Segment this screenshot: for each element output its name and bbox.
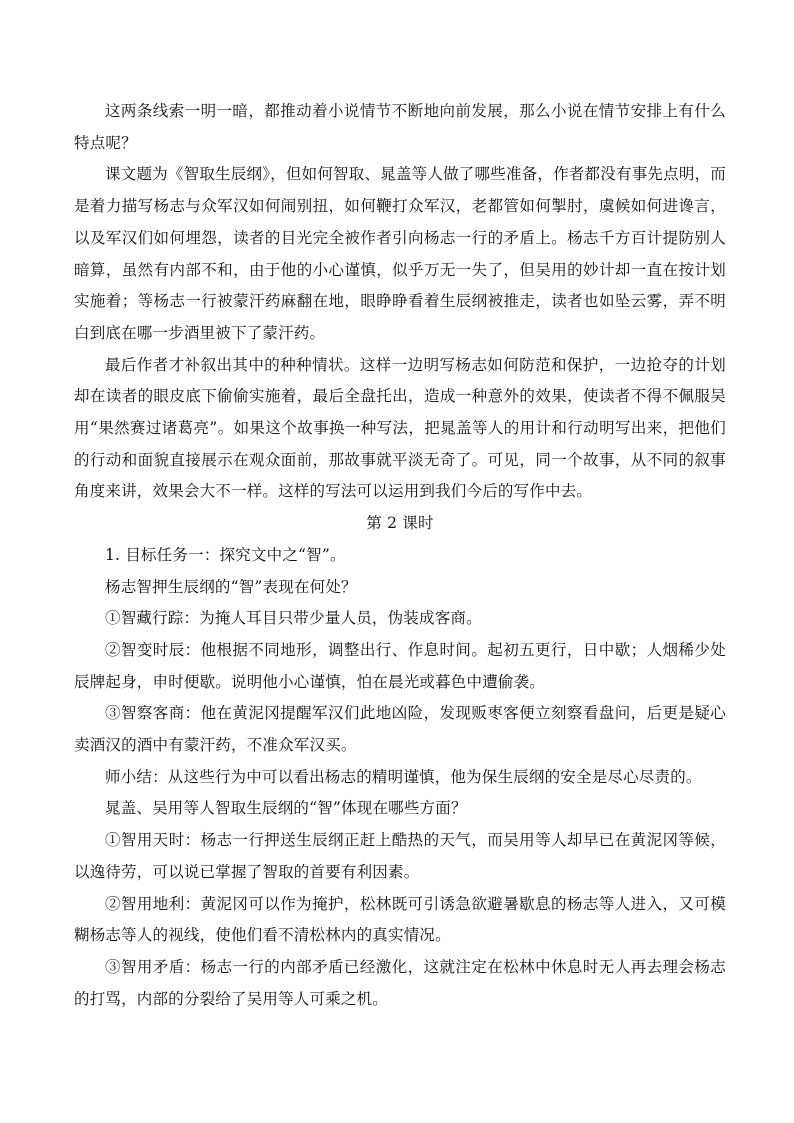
paragraph-narrative-effect: 最后作者才补叙出其中的种种情状。这样一边明写杨志如何防范和保护，一边抢夺的计划却在读者的眼皮底下偷偷实施着，最后全盘托出，造成一种意外的效果，使读者不得不佩服吴用“果然赛过诸葛亮”。如果这个故事换一种写法，把晁盖等人的用计和行动明写出来，把他们的行动和面貌直接展示在观众面前，那故事就平淡无奇了。可见，同一个故事，从不同的叙事角度来讲，效果会大不一样。这样的写法可以运用到我们今后的写作中去。 <box>74 355 726 501</box>
point-use-weather: ①智用天时：杨志一行押送生辰纲正赶上酷热的天气，而吴用等人却早已在黄泥冈等候，以逸待劳，可以说已掌握了智取的首要有利因素。 <box>74 831 726 881</box>
point-use-terrain: ②智用地利：黄泥冈可以作为掩护，松林既可引诱急欲避暑歇息的杨志等人进入，又可模糊杨志等人的视线，使他们看不清松林内的真实情况。 <box>74 894 726 945</box>
point-use-conflict: ③智用矛盾：杨志一行的内部矛盾已经激化，这就注定在松林中休息时无人再去理会杨志的打骂，内部的分裂给了吴用等人可乘之机。 <box>74 957 726 1008</box>
teacher-summary: 师小结：从这些行为中可以看出杨志的精明谨慎，他为保生辰纲的安全是尽心尽责的。 <box>105 767 702 786</box>
question-chaogai-wisdom: 晁盖、吴用等人智取生辰纲的“智”体现在哪些方面？ <box>105 799 467 818</box>
document-body <box>74 96 726 1015</box>
paragraph-title-analysis: 课文题为《智取生辰纲》，但如何智取、晁盖等人做了哪些准备，作者都没有事先点明，而是着力描写杨志与众军汉如何闹别扭，如何鞭打众军汉，老都管如何掣肘，虞候如何进谗言，以及军汉们如何埋怨，读者的目光完全被作者引向杨志一行的矛盾上。杨志千方百计提防别人暗算，虽然有内部不和，由于他的小心谨慎，似乎万无一失了，但吴用的妙计却一直在按计划实施着；等杨志一行被蒙汗药麻翻在地，眼睁睁看着生辰纲被推走，读者也如坠云雾，弄不明白到底在哪一步酒里被下了蒙汗药。 <box>74 165 726 342</box>
point-hide-tracks: ①智藏行踪：为掩人耳目只带少量人员，伪装成客商。 <box>105 609 482 628</box>
lesson-heading: 第 2 课时 <box>366 514 434 533</box>
question-yangzhi-wisdom: 杨志智押生辰纲的“智”表现在何处？ <box>105 577 357 596</box>
task-one-heading: 1. 目标任务一：探究文中之“智”。 <box>105 545 346 564</box>
point-inspect-merchants: ③智察客商：他在黄泥冈提醒军汉们此地凶险，发现贩枣客便立刻察看盘问，后更是疑心卖酒汉的酒中有蒙汗药，不准众军汉买。 <box>74 704 726 755</box>
point-change-timing: ②智变时辰：他根据不同地形，调整出行、作息时间。起初五更行，日中歇；人烟稀少处辰牌起身，申时便歇。说明他小心谨慎，怕在晨光或暮色中遭偷袭。 <box>74 640 726 691</box>
paragraph-clues-question: 这两条线索一明一暗，都推动着小说情节不断地向前发展，那么小说在情节安排上有什么特点呢？ <box>74 102 726 152</box>
